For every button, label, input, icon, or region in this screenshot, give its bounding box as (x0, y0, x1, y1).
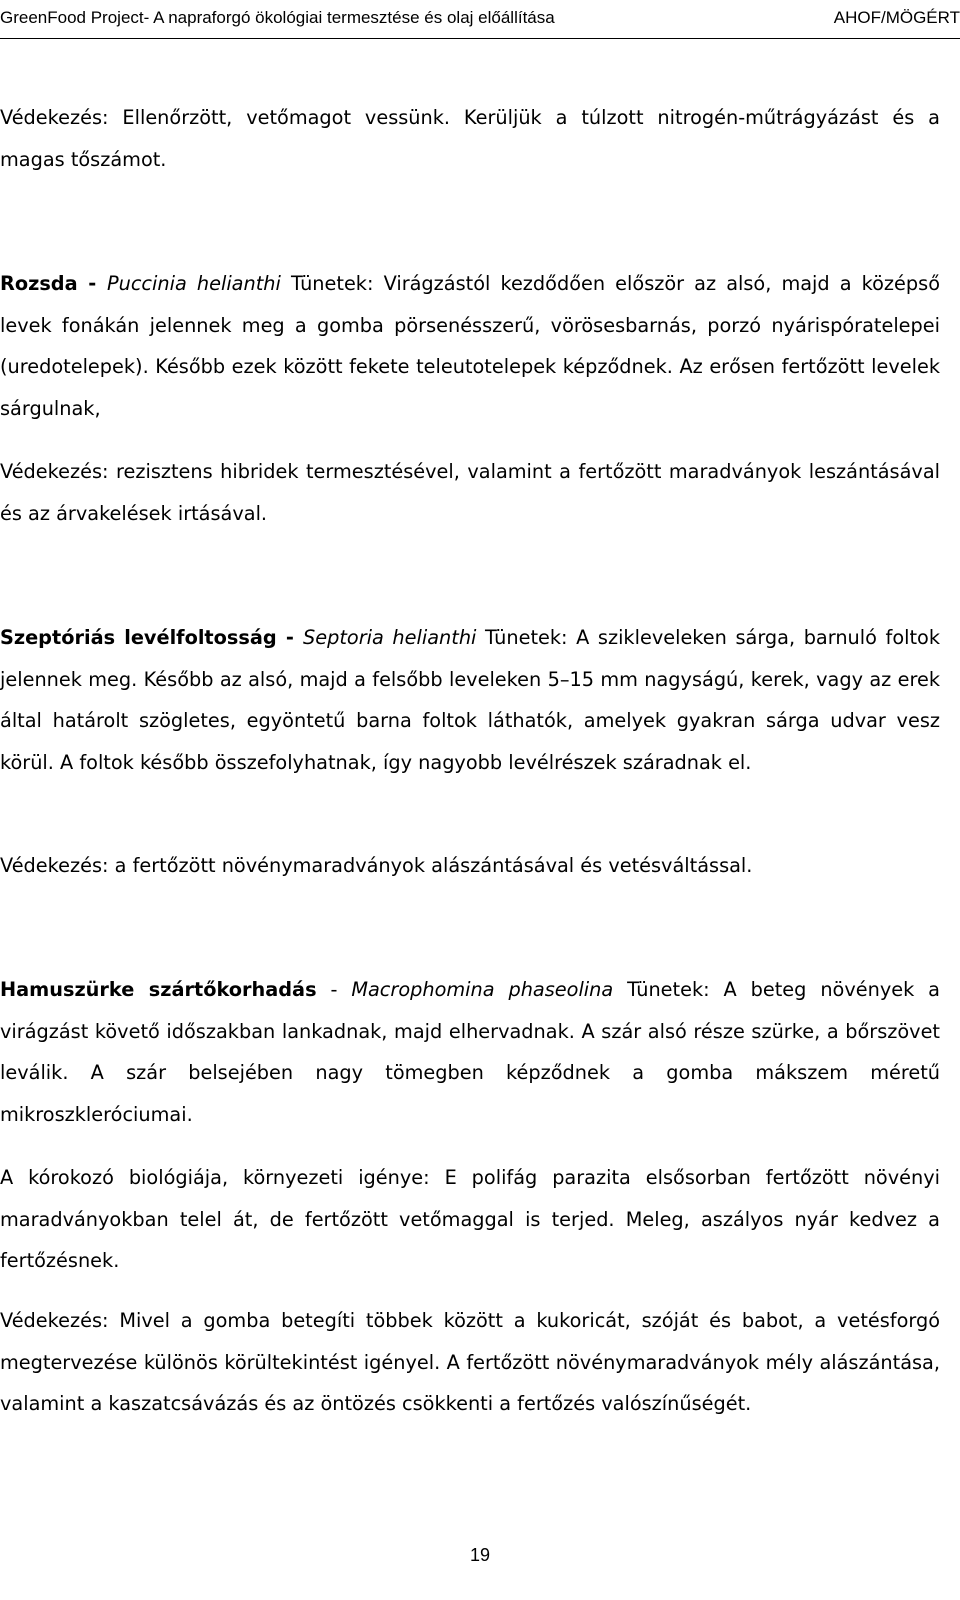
header-organization: AHOF/MÖGÉRT (833, 8, 960, 27)
title-separator: - (77, 272, 107, 295)
disease-title-rust: Rozsda (0, 272, 78, 295)
symptoms-text-septoria: Tünetek: A szikleveleken sárga, barnuló foltok jelennek meg. Később az alsó, majd a felsőbb leveleken 5–15 mm nagyságú, kerek, vagy az erek által határolt szögletes, egyöntetű barna foltok láthatók, amelyek gyakran sárga udvar vesz körül. A foltok később összefolyhatnak, így nagyobb levélrészek száradnak el. (0, 626, 940, 774)
protection-paragraph-seed: Védekezés: Ellenőrzött, vetőmagot vessünk. Kerüljük a túlzott nitrogén-műtrágyázást és a magas tőszámot. (0, 106, 940, 171)
disease-title-septoria: Szeptóriás levélfoltosság (0, 626, 277, 649)
disease-paragraph-macrophomina (0, 969, 940, 1135)
disease-title-macrophomina: Hamuszürke szártőkorhadás (0, 978, 317, 1001)
header-divider (0, 38, 960, 39)
disease-paragraph-rust (0, 263, 940, 429)
title-separator: - (316, 978, 352, 1001)
latin-name-macrophomina: Macrophomina phaseolina (351, 978, 614, 1001)
protection-paragraph-septoria: Védekezés: a fertőzött növénymaradványok alászántásával és vetésváltással. (0, 854, 753, 877)
running-header (0, 4, 960, 32)
title-separator: - (276, 626, 304, 649)
symptoms-text-rust: Tünetek: Virágzástól kezdődően először az alsó, majd a középső levek fonákán jelennek meg a gomba pörsenésszerű, vörösesbarnás, porzó nyárispóratelepei (uredotelepek). Később ezek között fekete teleutotelepek képződnek. Az erősen fertőzött levelek sárgulnak, (0, 272, 940, 420)
header-title: GreenFood Project- A napraforgó ökológiai termesztése és olaj előállítása (0, 8, 555, 27)
latin-name-rust: Puccinia helianthi (106, 272, 281, 295)
symptoms-text-macrophomina: Tünetek: A beteg növények a virágzást követő időszakban lankadnak, majd elhervadnak. A szár alsó része szürke, a bőrszövet leválik. A szár belsejében nagy tömegben képződnek a gomba mákszem méretű mikroszkleróciumai. (0, 978, 940, 1126)
biology-paragraph-macrophomina: A kórokozó biológiája, környezeti igénye: E polifág parazita elsősorban fertőzött növényi maradványokban telel át, de fertőzött vetőmaggal is terjed. Meleg, aszályos nyár kedvez a fertőzésnek. (0, 1166, 940, 1272)
disease-paragraph-septoria (0, 617, 940, 783)
latin-name-septoria: Septoria helianthi (303, 626, 477, 649)
protection-paragraph-rust: Védekezés: rezisztens hibridek termesztésével, valamint a fertőzött maradványok leszántásával és az árvakelések irtásával. (0, 460, 940, 525)
page-number: 19 (469, 1545, 491, 1565)
protection-paragraph-macrophomina: Védekezés: Mivel a gomba betegíti többek között a kukoricát, szóját és babot, a vetésforgó megtervezése különös körültekintést igényel. A fertőzött növénymaradványok mély alászántása, valamint a kaszatcsávázás és az öntözés csökkenti a fertőzés valószínűségét. (0, 1309, 940, 1415)
